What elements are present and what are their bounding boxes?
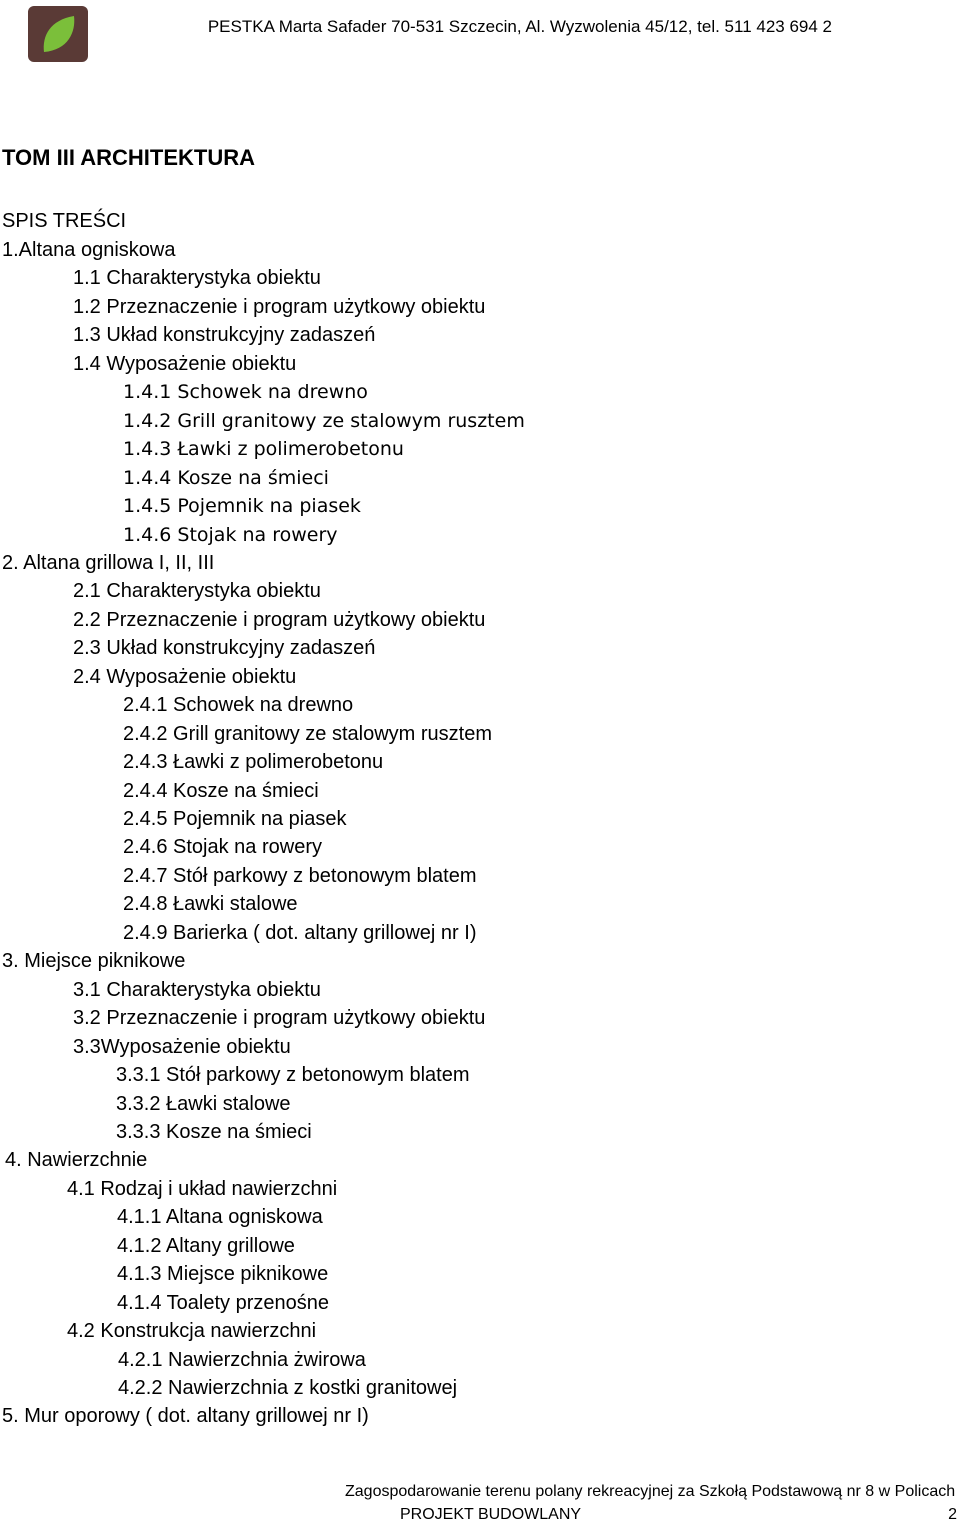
toc-entry: 3.3.1 Stół parkowy z betonowym blatem — [116, 1064, 470, 1087]
toc-entry: 1.Altana ogniskowa — [2, 239, 176, 261]
toc-entry: 2.4.3 Ławki z polimerobetonu — [123, 751, 384, 774]
toc-entry: 1.2 Przeznaczenie i program użytkowy obiektu — [73, 295, 486, 318]
toc-entry: 4.2.1 Nawierzchnia żwirowa — [118, 1348, 366, 1371]
toc-entry: 4. Nawierzchnie — [5, 1149, 148, 1172]
toc-entry: 1.4.6 Stojak na rowery — [123, 523, 338, 546]
toc-entry: 1.4 Wyposażenie obiektu — [73, 352, 297, 375]
toc-entry: 4.2 Konstrukcja nawierzchni — [67, 1320, 317, 1343]
toc-entry: 2.4.4 Kosze na śmieci — [123, 779, 319, 802]
toc-entry: 2.4.5 Pojemnik na piasek — [123, 808, 347, 830]
toc-entry: 4.1 Rodzaj i układ nawierzchni — [67, 1177, 338, 1200]
toc-entry: 5. Mur oporowy ( dot. altany grillowej nr I) — [2, 1405, 369, 1428]
leaf-icon — [28, 6, 88, 62]
footer-project-title: Zagospodarowanie terenu polany rekreacyjnej za Szkołą Podstawową nr 8 w Policach — [345, 1483, 956, 1500]
page-number: 2 — [948, 1506, 957, 1523]
toc-entry: 3. Miejsce piknikowe — [2, 950, 186, 973]
toc-entry: 1.4.2 Grill granitowy ze stalowym rusztem — [123, 409, 525, 432]
toc-entry: 3.2 Przeznaczenie i program użytkowy obiektu — [73, 1007, 486, 1030]
toc-entry: 4.1.4 Toalety przenośne — [117, 1291, 330, 1314]
toc-entry: 2.4.7 Stół parkowy z betonowym blatem — [123, 864, 477, 887]
toc-entry: 2.1 Charakterystyka obiektu — [73, 580, 321, 603]
header-company-info: PESTKA Marta Safader 70-531 Szczecin, Al. Wyzwolenia 45/12, tel. 511 423 694 2 — [207, 17, 832, 36]
toc-entry: 1.1 Charakterystyka obiektu — [73, 267, 321, 290]
footer-project-type: PROJEKT BUDOWLANY — [400, 1506, 582, 1523]
toc-entry: 3.3.3 Kosze na śmieci — [116, 1120, 312, 1143]
toc-entry: 2.4.2 Grill granitowy ze stalowym rusztem — [123, 722, 493, 745]
toc-entry: 3.3Wyposażenie obiektu — [73, 1035, 291, 1058]
toc-entry: 1.4.5 Pojemnik na piasek — [123, 495, 361, 518]
toc-entry: 1.4.4 Kosze na śmieci — [123, 466, 329, 489]
toc-entry: 3.1 Charakterystyka obiektu — [73, 978, 321, 1001]
toc-entry: 2.2 Przeznaczenie i program użytkowy obiektu — [73, 608, 486, 631]
toc-entry: 1.3 Układ konstrukcyjny zadaszeń — [73, 324, 376, 347]
toc-entry: 4.1.1 Altana ogniskowa — [117, 1206, 323, 1229]
company-logo — [28, 6, 88, 62]
toc-entry: 4.1.2 Altany grillowe — [117, 1234, 295, 1257]
toc-entry: 1.4.3 Ławki z polimerobetonu — [123, 438, 404, 461]
toc-entry: 2.4.9 Barierka ( dot. altany grillowej nr I) — [123, 921, 477, 944]
toc-entry: 4.2.2 Nawierzchnia z kostki granitowej — [118, 1377, 458, 1399]
toc-entry: 2.4 Wyposażenie obiektu — [73, 665, 297, 688]
toc-heading: SPIS TREŚCI — [2, 210, 127, 232]
toc-entry: 2.4.8 Ławki stalowe — [123, 893, 298, 916]
toc-entry: 1.4.1 Schowek na drewno — [123, 381, 368, 404]
document-title: TOM III ARCHITEKTURA — [2, 145, 255, 170]
toc-entry: 3.3.2 Ławki stalowe — [116, 1092, 291, 1115]
toc-entry: 2.4.1 Schowek na drewno — [123, 694, 354, 717]
toc-entry: 4.1.3 Miejsce piknikowe — [117, 1263, 329, 1286]
toc-entry: 2.4.6 Stojak na rowery — [123, 836, 322, 859]
toc-entry: 2.3 Układ konstrukcyjny zadaszeń — [73, 637, 376, 660]
toc-entry: 2. Altana grillowa I, II, III — [2, 551, 215, 574]
